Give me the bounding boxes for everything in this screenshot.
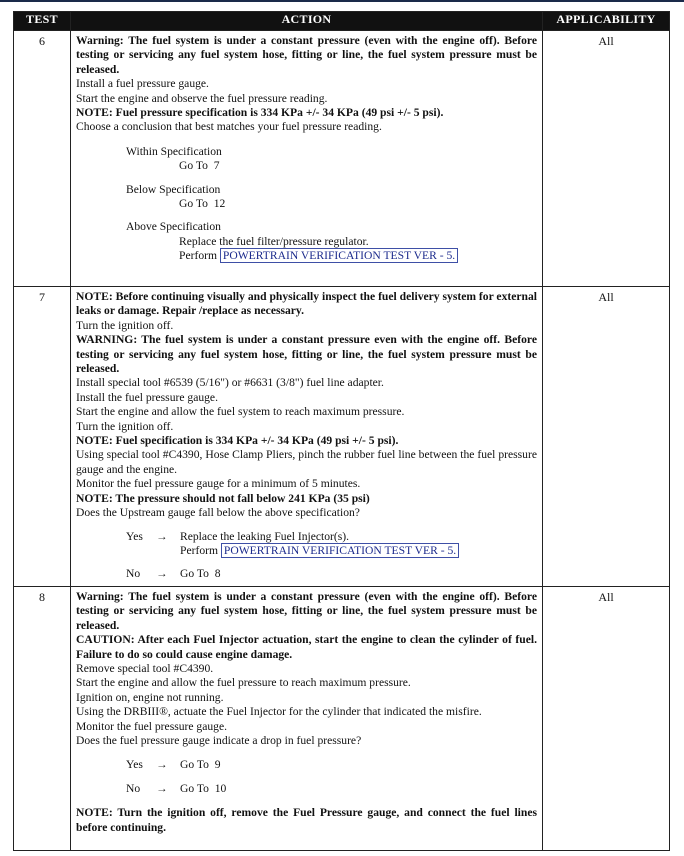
action-cell	[71, 287, 543, 587]
step-text: Install a fuel pressure gauge.	[76, 77, 209, 91]
warning-text: WARNING: The fuel system is under a constant pressure even with the engine off. Before testing or servicing any fuel system hose, fitting or line, the fuel system pressure must be released.	[76, 333, 537, 376]
conclusion-within-label: Within Specification	[126, 144, 222, 158]
applicability-value: All	[543, 587, 670, 851]
step-text: Start the engine and observe the fuel pressure reading.	[76, 91, 328, 105]
step-text: Install the fuel pressure gauge.	[76, 390, 218, 404]
goto-link[interactable]: Go To 7	[179, 159, 220, 173]
header-test: TEST	[14, 12, 71, 31]
goto-link[interactable]: Go To 9	[180, 758, 221, 772]
step-text: Using special tool #C4390, Hose Clamp Pliers, pinch the rubber fuel line between the fuel pressure gauge and the engine.	[76, 448, 537, 476]
above-action-text: Replace the fuel filter/pressure regulator.	[179, 234, 369, 248]
goto-link[interactable]: Go To 10	[180, 781, 227, 795]
action-cell	[71, 31, 543, 287]
step-text: Start the engine and allow the fuel pressure to reach maximum pressure.	[76, 676, 411, 690]
conclusion-above-label: Above Specification	[126, 220, 221, 234]
final-note-text: NOTE: Turn the ignition off, remove the Fuel Pressure gauge, and connect the fuel lines before continuing.	[76, 806, 537, 834]
arrow-icon: →	[156, 781, 168, 795]
yes-choice	[76, 758, 537, 772]
table-row-test-7	[14, 287, 670, 587]
test-number: 6	[14, 31, 71, 287]
yes-choice	[76, 530, 537, 544]
step-text: Using the DRBIII®, actuate the Fuel Injector for the cylinder that indicated the misfire.	[76, 705, 482, 719]
conclusion-below-label: Below Specification	[126, 182, 221, 196]
yes-label: Yes	[126, 529, 143, 543]
arrow-icon: →	[156, 567, 168, 581]
goto-link[interactable]: Go To 8	[180, 567, 221, 581]
perform-line	[76, 544, 537, 558]
arrow-icon: →	[156, 529, 168, 543]
note-text: NOTE: The pressure should not fall below 241 KPa (35 psi)	[76, 491, 370, 505]
table-row-test-8	[14, 587, 670, 851]
perform-label: Perform	[179, 249, 217, 263]
arrow-icon: →	[156, 758, 168, 772]
no-label: No	[126, 781, 141, 795]
step-text: Turn the ignition off.	[76, 419, 174, 433]
test-number: 7	[14, 287, 71, 587]
perform-line	[76, 249, 537, 263]
test-number: 8	[14, 587, 71, 851]
step-text: Monitor the fuel pressure gauge for a minimum of 5 minutes.	[76, 477, 361, 491]
table-row-test-6	[14, 31, 670, 287]
step-text: Turn the ignition off.	[76, 318, 174, 332]
page-top-rule	[0, 0, 684, 2]
applicability-value: All	[543, 287, 670, 587]
note-text: NOTE: Fuel specification is 334 KPa +/- 34 KPa (49 psi +/- 5 psi).	[76, 434, 399, 448]
action-cell	[71, 587, 543, 851]
yes-label: Yes	[126, 758, 143, 772]
table-header-row	[14, 12, 670, 31]
note-text: NOTE: Before continuing visually and physically inspect the fuel delivery system for external leaks or damage. Repair /replace as necessary.	[76, 290, 537, 318]
header-action: ACTION	[71, 12, 543, 31]
question-text: Does the fuel pressure gauge indicate a drop in fuel pressure?	[76, 734, 362, 748]
step-text: Install special tool #6539 (5/16") or #6631 (3/8") fuel line adapter.	[76, 376, 384, 390]
step-text: Start the engine and allow the fuel system to reach maximum pressure.	[76, 405, 405, 419]
warning-text: Warning: The fuel system is under a constant pressure (even with the engine off). Before testing or servicing any fuel system hose, fitting or line, the fuel system pressure must be released.	[76, 34, 537, 76]
step-text: Ignition on, engine not running.	[76, 690, 224, 704]
verification-test-link[interactable]: POWERTRAIN VERIFICATION TEST VER - 5.	[221, 543, 459, 558]
perform-label: Perform	[180, 543, 218, 557]
note-text: NOTE: Fuel pressure specification is 334 KPa +/- 34 KPa (49 psi +/- 5 psi).	[76, 106, 444, 120]
warning-text: Warning: The fuel system is under a constant pressure (even with the engine off). Before testing or servicing any fuel system hose, fitting or line, the fuel system pressure must be released.	[76, 590, 537, 632]
header-applicability: APPLICABILITY	[543, 12, 670, 31]
applicability-value: All	[543, 31, 670, 287]
step-text: Monitor the fuel pressure gauge.	[76, 719, 227, 733]
yes-action-text: Replace the leaking Fuel Injector(s).	[180, 529, 350, 543]
caution-text: CAUTION: After each Fuel Injector actuation, start the engine to clean the cylinder of fuel. Failure to do so could cause engine damage.	[76, 633, 537, 661]
no-choice	[76, 567, 537, 581]
step-text: Remove special tool #C4390.	[76, 662, 214, 676]
diagnostic-procedure-table	[13, 11, 670, 851]
goto-link[interactable]: Go To 12	[179, 197, 226, 211]
question-text: Does the Upstream gauge fall below the above specification?	[76, 506, 360, 520]
no-choice	[76, 782, 537, 796]
verification-test-link[interactable]: POWERTRAIN VERIFICATION TEST VER - 5.	[220, 248, 458, 263]
no-label: No	[126, 567, 141, 581]
step-text: Choose a conclusion that best matches your fuel pressure reading.	[76, 120, 382, 134]
